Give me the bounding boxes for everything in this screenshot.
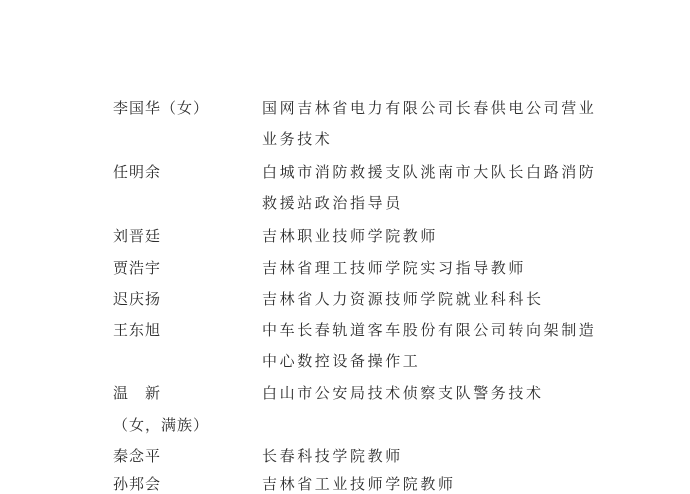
person-name: 迟庆扬	[113, 290, 162, 308]
person-position: 白城市消防救援支队洮南市大队长白路消防	[262, 163, 597, 181]
person-position-continued: 救援站政治指导员	[262, 194, 403, 212]
person-name-note: （女，满族）	[113, 416, 210, 434]
person-position: 白山市公安局技术侦察支队警务技术	[262, 384, 544, 402]
person-name: 刘晋廷	[113, 227, 162, 245]
person-position: 吉林省人力资源技师学院就业科科长	[262, 290, 544, 308]
person-position: 长春科技学院教师	[262, 447, 403, 465]
person-position: 吉林省理工技师学院实习指导教师	[262, 259, 527, 277]
person-name: 任明余	[113, 163, 162, 181]
person-name: 王东旭	[113, 321, 162, 339]
person-position: 吉林省工业技师学院教师	[262, 475, 456, 493]
person-name: 李国华（女）	[113, 99, 210, 117]
person-position-continued: 业务技术	[262, 130, 333, 148]
person-position: 吉林职业技师学院教师	[262, 227, 439, 245]
person-position-continued: 中心数控设备操作工	[262, 352, 421, 370]
person-name: 秦念平	[113, 447, 162, 465]
person-position: 国网吉林省电力有限公司长春供电公司营业	[262, 99, 597, 117]
person-name: 温 新	[113, 384, 162, 402]
person-name: 孙邦会	[113, 475, 162, 493]
person-position: 中车长春轨道客车股份有限公司转向架制造	[262, 321, 597, 339]
person-name: 贾浩宇	[113, 259, 162, 277]
